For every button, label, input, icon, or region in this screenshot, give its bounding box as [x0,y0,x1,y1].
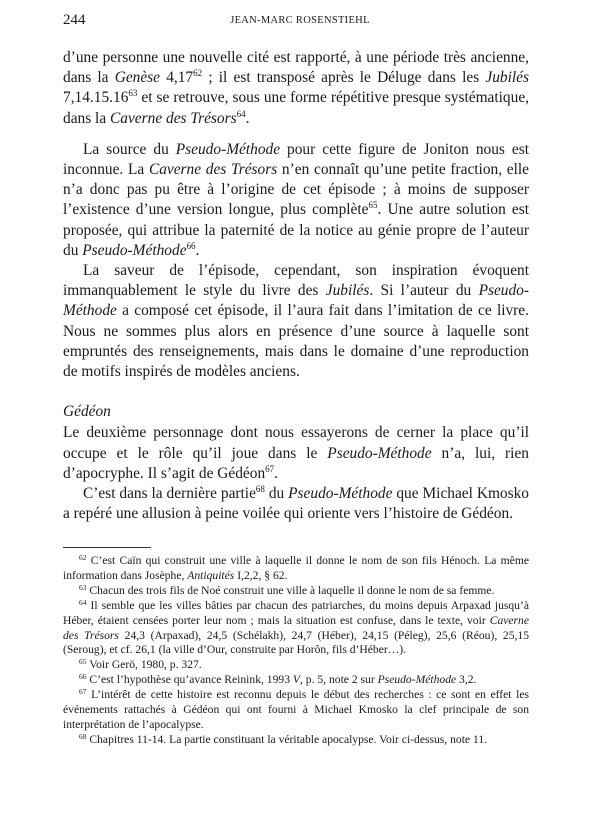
text: d’une personne une nouvelle cité est rapporté, à une période très ancienne, dans la [63,49,529,87]
text: . Si l’auteur du [369,282,479,300]
title-caverne: Caverne des Trésors [148,161,278,179]
title-pseudo-methode: Pseudo-Méthode [175,140,281,158]
page-number: 244 [63,12,86,28]
paragraph-4 [63,423,529,484]
title-genese: Genèse [114,69,160,87]
text: et se retrouve, sous une forme répétitive presque systématique, dans la [63,89,529,127]
text: Le deuxième personnage dont nous essayerons de cerner la place qu’il occupe et le rôle qu’il joue dans le [63,424,529,462]
footnote-number: 65 [79,657,87,667]
footnote-65 [63,658,529,673]
text: , p. 5, note 2 sur [299,673,378,687]
text: 4,17 [160,69,194,87]
text: du [264,485,289,503]
footnote-62 [63,554,529,584]
footnote-ref-63[interactable]: 63 [128,88,138,99]
footnote-number: 66 [79,672,87,682]
text: C’est dans la dernière partie [83,485,256,503]
text: L’intérêt de cette histoire est reconnu depuis le début des recherches : ce sont en effet les événements rattachés à Gédéon qui ont fourni à Michael Kmosko la clef principale de son interprétation de l’apocalypse. [63,688,529,731]
footnote-66 [63,673,529,688]
footnote-ref-67[interactable]: 67 [265,463,275,474]
paragraph-2 [63,140,529,261]
title-pseudo-methode: Pseudo-Méthode [63,282,529,320]
text: Chapitres 11-14. La partie constituant la véritable apocalypse. Voir ci-dessus, note 11. [86,732,488,746]
text: C’est l’hypothèse qu’avance Reinink, 1993 [86,673,293,687]
text: Il semble que les villes bâties par chacun des patriarches, du moins depuis Arpaxad jusqu’à Héber, étaient censées porter leur nom ; mais la situation est confuse, dans le texte, voir [63,598,529,627]
text: n’en connaît qu’une petite fraction, elle n’a donc pas pu être à l’origine de cet épisode ; à moins de supposer l’existence d’une version longue, plus complète [63,161,529,219]
text: ; il est transposé après le Déluge dans les [202,69,486,87]
text: La source du [83,140,176,158]
paragraph-1 [63,48,529,129]
footnote-number: 64 [79,597,87,607]
title-pseudo-methode: Pseudo-Méthode [288,485,393,503]
title-jubiles: Jubilés [485,69,529,87]
running-title: JEAN-MARC ROSENSTIEHL [230,15,370,26]
footnote-ref-68[interactable]: 68 [255,484,265,495]
footnote-number: 68 [79,731,87,741]
footnote-ref-66[interactable]: 66 [186,240,196,251]
text: Chacun des trois fils de Noé construit une ville à laquelle il donne le nom de sa femme. [86,583,495,597]
text: 3,2. [456,673,477,687]
footnote-number: 62 [79,553,87,562]
text: que Michael Kmosko a repéré une allusion à peine voilée qui oriente vers l’histoire de Gédéon. [63,485,529,523]
footnote-68 [63,733,529,748]
text: . [245,109,250,127]
footnotes [63,554,529,748]
text: n’a, lui, rien d’apocryphe. Il s’agit de Gédéon [63,444,529,482]
paragraph-3 [63,261,529,382]
footnote-ref-64[interactable]: 64 [236,108,246,119]
section-heading: Gédéon [63,403,111,421]
footnote-63 [63,584,529,599]
title-pseudo-methode: Pseudo-Méthode [327,444,432,462]
title-pseudo-methode: Pseudo-Méthode [377,673,457,687]
footnote-separator [63,547,151,548]
text: . [274,464,278,482]
footnote-64 [63,599,529,659]
footnote-number: 67 [79,687,87,697]
text: pour cette figure de Joniton nous est inconnue. La [63,140,529,179]
text: . [195,241,200,259]
volume-marker: V [292,673,300,687]
text: 24,3 (Arpaxad), 24,5 (Schélakh), 24,7 (Héber), 24,15 (Péleg), 25,6 (Réou), 25,15 (Seroug), et cf. 26,1 (la ville d’Our, construite par Horôn, fils d’Héber…). [63,628,529,657]
footnote-number: 63 [79,582,87,592]
text: a composé cet épisode, il l’aura fait dans l’imitation de ce livre. Nous ne sommes plus alors en présence d’une source à laquelle sont empruntés des renseignements, mais dans le domaine d’une reproduction de motifs inspirés de modèles anciens. [63,302,529,381]
paragraph-5 [63,484,529,524]
footnote-67 [63,688,529,733]
text: C’est Caïn qui construit une ville à laquelle il donne le nom de son fils Hénoch. La même information dans Josèphe, [63,554,529,582]
footnote-ref-62[interactable]: 62 [193,68,203,79]
page-header [63,12,537,32]
text: I,2,2, § 62. [234,568,288,582]
title-caverne: Caverne des Trésors [63,613,529,642]
title-caverne: Caverne des Trésors [110,109,237,127]
text: Voir Gerö, 1980, p. 327. [86,658,202,672]
footnote-ref-65[interactable]: 65 [368,200,378,211]
main-text [63,48,529,524]
title-jubiles: Jubilés [325,282,370,300]
title-pseudo-methode: Pseudo-Méthode [82,241,187,259]
text: La saveur de l’épisode, cependant, son inspiration évoquent immanquablement le style du livre des [63,262,529,300]
title-antiquites: Antiquités [187,568,235,582]
text: . Une autre solution est proposée, qui attribue la paternité de la notice au génie propre de l’auteur du [63,201,529,259]
text: 7,14.15.16 [63,89,129,107]
